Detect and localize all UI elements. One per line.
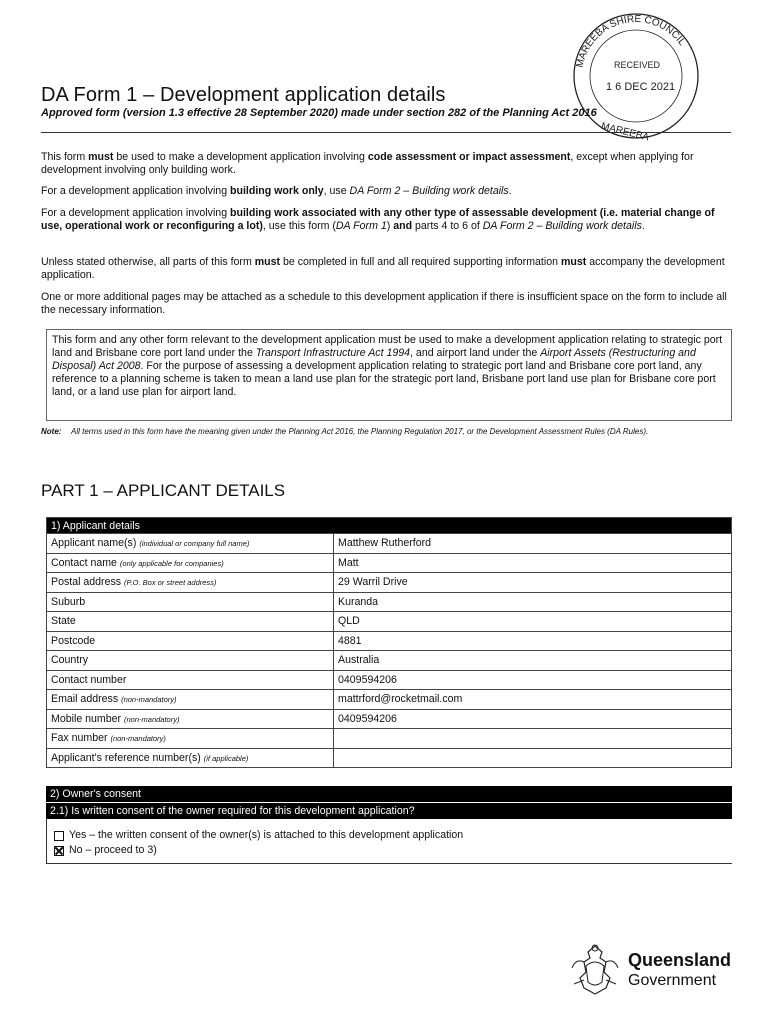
stamp-date: 1 6 DEC 2021	[606, 81, 676, 93]
no-label: No – proceed to 3)	[69, 844, 157, 856]
field-label: Mobile number (non-mandatory)	[47, 709, 334, 729]
intro-paragraph-2: For a development application involving building work only, use DA Form 2 – Building work details.	[41, 185, 512, 197]
table-row	[47, 553, 732, 573]
logo-government: Government	[628, 972, 717, 989]
received-stamp	[564, 10, 704, 150]
stamp-council: MAREEBA SHIRE COUNCIL	[574, 13, 688, 69]
table-row	[47, 651, 732, 671]
stamp-footer: MAREEBA	[599, 120, 651, 144]
queensland-government-logo	[566, 940, 741, 1000]
table-row	[47, 592, 732, 612]
field-label: Suburb	[47, 592, 334, 612]
intro-paragraph-4: Unless stated otherwise, all parts of this form must be completed in full and all required supporting information must accompany the development application.	[41, 256, 725, 281]
field-label: Contact number	[47, 670, 334, 690]
table-row	[47, 631, 732, 651]
logo-queensland: Queensland	[628, 950, 732, 970]
applicant-details-header: 1) Applicant details	[47, 518, 732, 534]
intro-paragraph-1: This form must be used to make a development application involving code assessment or impact assessment, except when applying for development involving only building work.	[41, 151, 694, 176]
consent-no-option[interactable]	[46, 843, 732, 858]
table-row	[47, 729, 732, 749]
owners-consent-header: 2) Owner's consent	[46, 786, 732, 802]
table-row	[47, 534, 732, 554]
field-label: Postcode	[47, 631, 334, 651]
stamp-received: RECEIVED	[614, 60, 661, 70]
title-divider	[41, 132, 731, 133]
applicant-details-table	[46, 517, 732, 768]
field-value[interactable]: Kuranda	[334, 592, 732, 612]
table-row	[47, 748, 732, 768]
field-label: Fax number (non-mandatory)	[47, 729, 334, 749]
field-value[interactable]: 4881	[334, 631, 732, 651]
intro-paragraph-3: For a development application involving building work associated with any other type of assessable development (i.e. material change of use, operational work or reconfiguring a lot), use this form (DA Form 1) and parts 4 to 6 of DA Form 2 – Building work details.	[41, 207, 715, 232]
table-row	[47, 573, 732, 593]
table-row	[47, 670, 732, 690]
field-label: Applicant name(s) (individual or company full name)	[47, 534, 334, 554]
no-checkbox-checked[interactable]	[54, 846, 64, 856]
field-value[interactable]	[334, 748, 732, 768]
table-row	[47, 709, 732, 729]
table-row	[47, 690, 732, 710]
applicant-rows	[47, 534, 732, 768]
consent-yes-option[interactable]	[46, 828, 732, 843]
page-title: DA Form 1 – Development application details	[41, 84, 446, 106]
owner-bottom-rule	[46, 863, 732, 864]
field-value[interactable]: 0409594206	[334, 709, 732, 729]
field-label: Email address (non-mandatory)	[47, 690, 334, 710]
owners-consent-question: 2.1) Is written consent of the owner required for this development application?	[46, 802, 732, 819]
field-value[interactable]: 0409594206	[334, 670, 732, 690]
port-land-notice: This form and any other form relevant to the development application must be used to make a development application relating to strategic port land and Brisbane core port land under the Transport Infrastructure Act 1994, and airport land under the Airport Assets (Restructuring and Disposal) Act 2008. For the purpose of assessing a development application relating to strategic port land and Brisbane core port land, any reference to a planning scheme is taken to mean a land use plan for the strategic port land, Brisbane port land use plan for Brisbane core port land, or a land use plan for airport land.	[46, 329, 732, 421]
field-value[interactable]: Australia	[334, 651, 732, 671]
owner-left-border	[46, 818, 47, 864]
part1-heading: PART 1 – APPLICANT DETAILS	[41, 481, 286, 500]
page-subtitle: Approved form (version 1.3 effective 28 September 2020) made under section 282 of the Planning Act 2016	[41, 107, 597, 119]
field-value[interactable]: 29 Warril Drive	[334, 573, 732, 593]
field-label: Applicant's reference number(s) (if applicable)	[47, 748, 334, 768]
field-label: Contact name (only applicable for companies)	[47, 553, 334, 573]
intro-paragraph-5: One or more additional pages may be attached as a schedule to this development application if there is insufficient space on the form to include all the necessary information.	[41, 291, 727, 316]
field-label: Postal address (P.O. Box or street address)	[47, 573, 334, 593]
field-label: State	[47, 612, 334, 632]
coat-of-arms-icon	[566, 940, 624, 1000]
field-value[interactable]: Matthew Rutherford	[334, 534, 732, 554]
field-value[interactable]: mattrford@rocketmail.com	[334, 690, 732, 710]
field-value[interactable]: Matt	[334, 553, 732, 573]
field-value[interactable]	[334, 729, 732, 749]
table-row	[47, 612, 732, 632]
terms-note: Note: All terms used in this form have the meaning given under the Planning Act 2016, the Planning Regulation 2017, or the Development Assessment Rules (DA Rules).	[41, 427, 649, 436]
yes-checkbox[interactable]	[54, 831, 64, 841]
yes-label: Yes – the written consent of the owner(s) is attached to this development application	[69, 829, 464, 841]
owners-consent-section	[46, 786, 732, 858]
field-value[interactable]: QLD	[334, 612, 732, 632]
field-label: Country	[47, 651, 334, 671]
